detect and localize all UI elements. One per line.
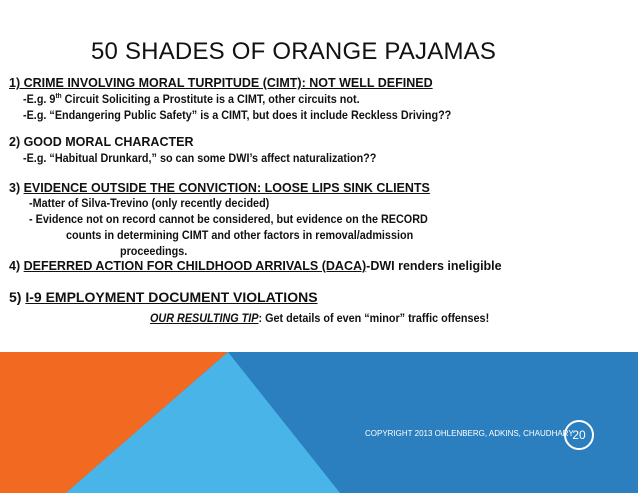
- page-number: 20: [564, 420, 594, 450]
- item-5-heading: 5) I-9 EMPLOYMENT DOCUMENT VIOLATIONS: [9, 289, 318, 305]
- item-2-heading: 2) GOOD MORAL CHARACTER: [9, 135, 194, 149]
- page-title: 50 SHADES OF ORANGE PAJAMAS: [91, 38, 497, 65]
- resulting-tip: OUR RESULTING TIP: Get details of even “minor” traffic offenses!: [150, 313, 490, 325]
- item-1-sub-1: -E.g. 9th Circuit Soliciting a Prostitute is a CIMT, other circuits not.: [23, 93, 360, 106]
- item-3-sub-2: - Evidence not on record cannot be considered, but evidence on the RECORD: [29, 214, 428, 226]
- item-1-heading: 1) CRIME INVOLVING MORAL TURPITUDE (CIMT): NOT WELL DEFINED: [9, 76, 433, 90]
- item-3-sub-3: counts in determining CIMT and other factors in removal/admission: [66, 230, 414, 242]
- copyright-notice: COPYRIGHT 2013 OHLENBERG, ADKINS, CHAUDHARY: [365, 429, 574, 438]
- item-4-heading: 4) DEFERRED ACTION FOR CHILDHOOD ARRIVALS (DACA)-DWI renders ineligible: [9, 259, 502, 273]
- item-3-sub-1: -Matter of Silva-Trevino (only recently decided): [29, 198, 270, 210]
- item-3-heading: 3) EVIDENCE OUTSIDE THE CONVICTION: LOOSE LIPS SINK CLIENTS: [9, 181, 430, 195]
- item-1-sub-2: -E.g. “Endangering Public Safety” is a CIMT, but does it include Reckless Driving??: [23, 110, 452, 122]
- item-3-sub-4: proceedings.: [120, 246, 188, 258]
- item-2-sub-1: -E.g. “Habitual Drunkard,” so can some DWI’s affect naturalization??: [23, 153, 377, 165]
